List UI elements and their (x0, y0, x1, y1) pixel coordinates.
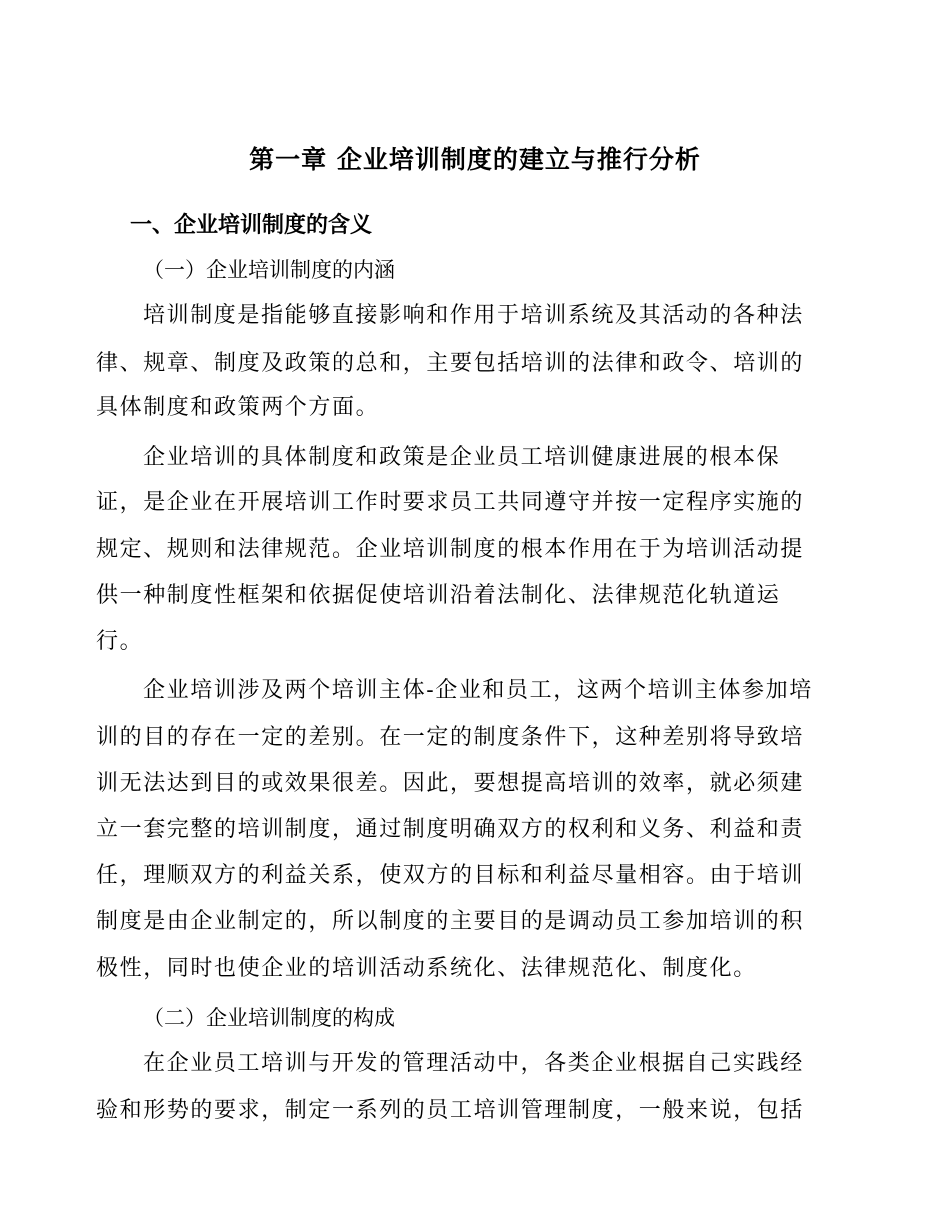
paragraph-3-line-7: 极性，同时也使企业的培训活动系统化、法律规范化、制度化。 (96, 956, 757, 981)
paragraph-1-line-3: 具体制度和政策两个方面。 (96, 395, 380, 420)
paragraph-2-line-1: 企业培训的具体制度和政策是企业员工培训健康进展的根本保 (143, 445, 781, 470)
paragraph-3-line-3: 训无法达到目的或效果很差。因此，要想提高培训的效率，就必须建 (96, 771, 805, 796)
chapter-title: 第一章 企业培训制度的建立与推行分析 (249, 145, 701, 174)
paragraph-1-line-2: 律、规章、制度及政策的总和，主要包括培训的法律和政令、培训的 (96, 351, 805, 376)
paragraph-2-line-3: 规定、规则和法律规范。企业培训制度的根本作用在于为培训活动提 (96, 537, 805, 562)
paragraph-3-line-1: 企业培训涉及两个培训主体-企业和员工，这两个培训主体参加培 (143, 678, 813, 703)
paragraph-2-line-4: 供一种制度性框架和依据促使培训沿着法制化、法律规范化轨道运 (96, 583, 781, 608)
paragraph-3-line-4: 立一套完整的培训制度，通过制度明确双方的权利和义务、利益和责 (96, 817, 805, 842)
section-heading: 一、企业培训制度的含义 (130, 213, 373, 238)
paragraph-1-line-1: 培训制度是指能够直接影响和作用于培训系统及其活动的各种法 (143, 303, 804, 328)
paragraph-2-line-5: 行。 (96, 629, 144, 654)
paragraph-4-line-2: 验和形势的要求，制定一系列的员工培训管理制度，一般来说，包括 (96, 1098, 805, 1123)
paragraph-2-line-2: 证，是企业在开展培训工作时要求员工共同遵守并按一定程序实施的 (96, 490, 805, 515)
paragraph-3-line-6: 制度是由企业制定的，所以制度的主要目的是调动员工参加培训的积 (96, 909, 805, 934)
subsection-heading-1: （一）企业培训制度的内涵 (143, 258, 395, 282)
paragraph-4-line-1: 在企业员工培训与开发的管理活动中，各类企业根据自己实践经 (143, 1051, 804, 1076)
paragraph-3-line-2: 训的目的存在一定的差别。在一定的制度条件下，这种差别将导致培 (96, 725, 805, 750)
paragraph-3-line-5: 任，理顺双方的利益关系，使双方的目标和利益尽量相容。由于培训 (96, 863, 805, 888)
subsection-heading-2: （二）企业培训制度的构成 (143, 1006, 395, 1030)
